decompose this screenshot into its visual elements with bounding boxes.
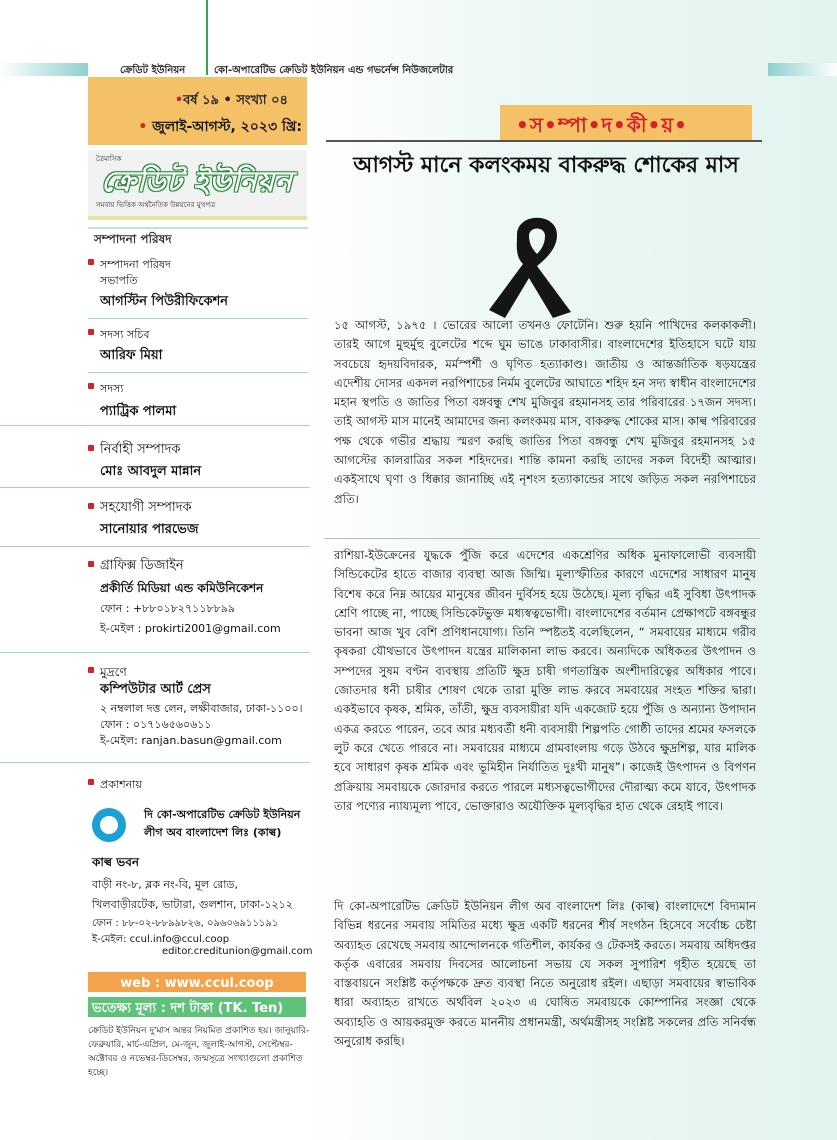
divider xyxy=(88,318,308,319)
divider xyxy=(88,372,308,373)
header-description: কো-অপারেটিভ ক্রেডিট ইউনিয়ন এন্ড গভর্নেন্স নিউজলেটার xyxy=(214,65,454,76)
issue-info-box xyxy=(88,77,307,145)
publication-frequency-note: ক্রেডিট ইউনিয়ন দু'মাস অন্তর নিয়মিত প্রকাশিত হয়। জানুয়ারি-ফেব্রুয়ারি, মার্চ-এপ্রিল, মে-জুন, জুলাই-আগস্ট, সেপ্টেম্বর-অক্টোবর ও নভেম্বর-ডিসেম্বর, জন্মসূত্রে সংখ্যাগুলো প্রকাশিত হচ্ছে। xyxy=(88,1026,310,1078)
mourning-ribbon-icon xyxy=(487,200,587,320)
member-name: আগস্টিন পিউরীফিকেশন xyxy=(100,294,229,309)
bullet-icon xyxy=(88,259,94,265)
price-banner: ভতেক্ষ্য মূল্য : দশ টাকা (TK. Ten) xyxy=(88,997,306,1017)
publisher-phone: ফোন : ৮৮-০২-৮৮৯৯৮২৬, ০৯৬০৬৯১১১৯১ xyxy=(92,918,279,929)
designer-name: প্রকীর্তি মিডিয়া এন্ড কমিউনিকেশন xyxy=(100,581,264,595)
header-bar-left xyxy=(0,63,88,76)
editorial-headline: আগস্ট মানে কলংকময় বাকরুদ্ধ শোকের মাস xyxy=(353,153,739,178)
designer-phone: ফোন : +৮৮০১৮২৭১১৮৮৯৯ xyxy=(100,602,236,615)
publisher-address-1: বাড়ী নং-৮, ব্লক নং-বি, মূল রোড, xyxy=(92,878,239,891)
editorial-section-label: •স•ম্পা•দ•কী•য়• xyxy=(500,105,752,141)
divider xyxy=(0,546,310,547)
publisher-org-line2: লীগ অব বাংলাদেশ লিঃ (কাল্ব) xyxy=(144,826,282,839)
header-divider xyxy=(206,0,208,75)
member-name: প্যাট্রিক পালমা xyxy=(100,404,177,419)
publisher-org-line1: দি কো-অপারেটিভ ক্রেডিট ইউনিয়ন xyxy=(144,808,301,821)
bullet-icon xyxy=(88,445,94,451)
member-name: সানোয়ার পারভেজ xyxy=(100,522,199,537)
bullet-icon xyxy=(88,329,94,335)
bullet-icon xyxy=(88,503,94,509)
header-brand: ক্রেডিট ইউনিয়ন xyxy=(120,65,186,76)
masthead-logo xyxy=(88,150,307,220)
printer-address: ২ নম্বলাল দত্ত লেন, লক্ষীবাজার, ঢাকা-১১০০। xyxy=(100,702,303,715)
issue-date: • জুলাই-আগস্ট, ২০২৩ খ্রি: xyxy=(138,119,302,135)
logo-top-text: ত্রৈমাসিক xyxy=(96,155,122,163)
bullet-icon xyxy=(88,561,94,567)
printer-email: ই-মেইল: ranjan.basun@gmail.com xyxy=(100,734,282,747)
editorial-paragraph-1: ১৫ আগস্ট, ১৯৭৫ । ভোরের আলো তখনও ফোটেনি। শুরু হয়নি পাখিদের কলকাকলী। তারই আগে মুহুর্মুহু বুলেটের শব্দে ঘুম ভাঙে ঢাকাবাসীর। বাংলাদেশের ইতিহাসে ঘটে যায় সবচেয়ে হৃদয়বিদারক, মর্মস্পর্শী ও ঘৃণিত হত্যাকাণ্ড। জাতীয় ও আন্তর্জাতিক ষড়যন্ত্রের এদেশীয় দোসর একদল নরপিশাচের নির্মম বুলেটের আঘাতে শহিদ হন সদ্য স্বাধীন বাংলাদেশের মহান স্থপতি ও জাতির পিতা বঙ্গবন্ধু শেখ মুজিবুর রহমানসহ তার পরিবারের ১৭জন সদস্য। তাই আগস্ট মাস মানেই আমাদের জন্য কলংকময় মাস, বাকরুদ্ধ শোকের মাস। কাল্ব পরিবারের পক্ষ থেকে গভীর শ্রদ্ধায় স্মরণ করছি জাতির পিতা বঙ্গবন্ধু শেখ মুজিবুর রহমানসহ ১৫ আগস্টের কালরাত্রির সকল শহিদদের। শান্তি কামনা করছি তাদের সকল বিদেহী আত্মার। একইসাথে ঘৃণা ও ধিক্কার জানাচ্ছি এই নৃশংস হত্যাকান্ডের সাথে জড়িত সকল নরপিশাচের প্রতি। xyxy=(334,318,756,506)
divider xyxy=(0,425,310,426)
publisher-address-2: খিলবাড়ীরটেক, ভাটারা, গুলশান, ঢাকা-১২১২ xyxy=(92,898,293,911)
header-bar-right xyxy=(768,63,837,76)
paragraph-divider xyxy=(324,538,760,539)
issue-volume: •বর্ষ ১৯ • সংখ্যা ০৪ xyxy=(174,93,288,108)
printer-phone: ফোন : ০১৭১৬৫৬০৬১১ xyxy=(100,718,212,731)
bullet-icon xyxy=(88,779,94,785)
divider xyxy=(0,652,310,653)
editorial-board-heading: সম্পাদনা পরিষদ xyxy=(88,227,308,247)
designer-email: ই-মেইল : prokirti2001@gmail.com xyxy=(100,622,281,635)
cooperative-emblem-icon xyxy=(92,808,126,842)
website-banner[interactable]: web : www.ccul.coop xyxy=(88,972,306,992)
publisher-email: ই-মেইল: ccul.info@ccul.coop xyxy=(92,934,230,945)
headline-rule xyxy=(326,140,762,142)
member-name: আরিফ মিয়া xyxy=(100,348,163,363)
member-name: মোঃ আবদুল মান্নান xyxy=(100,464,202,479)
publisher-email-2: editor.creditunion@gmail.com xyxy=(162,946,313,957)
role-label: সভাপতি xyxy=(100,274,138,287)
publisher-building: কাল্ব ভবন xyxy=(92,855,140,869)
logo-title: ক্রেডিট ইউনিয়ন xyxy=(101,165,293,198)
divider xyxy=(0,487,310,488)
divider xyxy=(0,762,310,763)
editorial-paragraph-3: দি কো-অপারেটিভ ক্রেডিট ইউনিয়ন লীগ অব বাংলাদেশ লিঃ (কাল্ব) বাংলাদেশে বিদ্যমান বিভিন্ন ধরনের সমবায় সমিতির মধ্যে ক্ষুদ্র একটি ধরনের শীর্ষ সংগঠন হিসেবে সর্বোচ্চ চেষ্টা অব্যাহত রেখেছে সমবায় আন্দোলনকে গতিশীল, কার্যকর ও টেকসই করতে। সমবায় অধিদপ্তর কর্তৃক এবারের সমবায় দিবসের আলোচনা সভায় যে সকল সুপারিশ গৃহীত হয়েছে তা বাস্তবায়নে সংশ্লিষ্ট কর্তৃপক্ষকে দ্রুত ব্যবস্থা নিতে অনুরোধ রইল। এছাড়া সমবায়ের স্বাভাবিক ধারা অব্যাহত রাখতে অর্থবিল ২০২৩ এ ঘোষিত সমবায়কে কোম্পানির সংজ্ঞা থেকে অব্যাহতি ও আয়করমুক্ত করতে মাননীয় প্রধানমন্ত্রী, অর্থমন্ত্রীসহ সংশ্লিষ্ট সকলের প্রতি সনির্বন্ধ অনুরোধ করছি। xyxy=(334,899,756,1049)
bullet-icon xyxy=(88,667,94,673)
bullet-icon xyxy=(88,383,94,389)
printer-name: কম্পিউটার আর্ট প্রেস xyxy=(100,682,211,697)
logo-subtitle: সমবায় ভিত্তিক অর্থনৈতিক উন্নয়নের মুখপত্র xyxy=(96,201,216,209)
editorial-paragraph-2: রাশিয়া-ইউক্রেনের যুদ্ধকে পুঁজি করে এদেশের একশ্রেণির অধিক মুনাফালোভী ব্যবসায়ী সিন্ডিকেটের হাতে বাজার ব্যবস্থা আজ জিম্মি। মূল্যস্ফীতির কারণে এদেশের সাধারণ মানুষ বিশেষ করে নিম্ন আয়ের মানুষের জীবন দুর্বিসহ হয়ে উঠেছে। মূল্য বৃদ্ধির এই সুবিধা উৎপাদক শ্রেণি পাচ্ছে না, পাচ্ছে সিন্ডিকেটভুক্ত মধ্যস্বত্বভোগী। বাংলাদেশের বর্তমান প্রেক্ষাপটে বঙ্গবন্ধুর ভাবনা আজ খুব বেশি প্রণিধানযোগ্য। তিনি স্পষ্টতই বলেছিলেন, “ সমবায়ের মাধ্যমে গরীব কৃষকরা যৌথভাবে উৎপাদন যন্ত্রের মালিকানা লাভ করবে। অন্যদিকে অধিকতর উৎপাদন ও সম্পদের সুষম বণ্টন ব্যবস্থায় প্রতিটি ক্ষুদ্র চাষী গণতান্ত্রিক অংশীদারিত্বের অধিকার পাবে। জোতদার ধনী চাষীর শোষণ থেকে তারা মুক্তি লাভ করবে সমবায়ের সংহত শক্তির দ্বারা। একইভাবে কৃষক, শ্রমিক, তাঁতী, ক্ষুদ্র ব্যবসায়ীরা যদি একজোট হয়ে পুঁজি ও অন্যান্য উপাদান একত্র করতে পারেন, তবে আর মধ্যবর্তী ধনী ব্যবসায়ী শিল্পপতি গোষ্ঠী তাদের শ্রমের ফসলকে লুট করে খেতে পারবে না। সমবায়ের মাধ্যমে গ্রামবাংলায় গড়ে উঠবে ক্ষুদ্রশিল্প, যার মালিক হবে সাধারণ কৃষক শ্রমিক এবং ভূমিহীন নির্যাতিত দুঃখী মানুষ”। কাজেই উৎপাদন ও বিপণন প্রক্রিয়ায় সমবায়কে জোরদার করতে পারলে মধ্যসত্বভোগীদের দৌরাত্ম্য কমে যাবে, উৎপাদক তার পণ্যের ন্যায্যমূল্য পাবে, ভোক্তারাও অযৌক্তিক মূল্যবৃদ্ধির হাত থেকে রেহাই পাবে। xyxy=(334,548,756,813)
